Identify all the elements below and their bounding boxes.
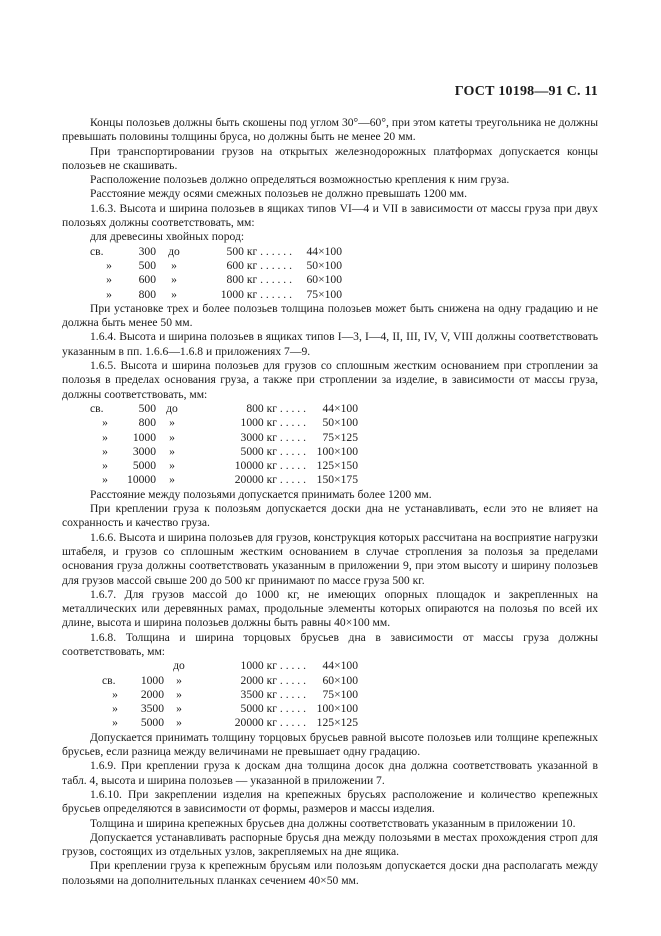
paragraph: 1.6.7. Для грузов массой до 1000 кг, не имеющих опорных площадок и закрепленных на металлических или деревянных рамах, продольные элементы которых опираются на полозья по всей их длине, высота и ширина полозьев должны быть равны 40×100 мм. <box>62 587 598 630</box>
table-row: св. 1000 » 2000 кг . . . . . 60×100 <box>102 673 358 687</box>
table-row: » 500 » 600 кг . . . . . . 50×100 <box>106 258 342 272</box>
table-row: св. 500 до 800 кг . . . . . 44×100 <box>90 401 358 415</box>
size-table-1 <box>90 245 342 302</box>
paragraph: Расстояние между осями смежных полозьев не должно превышать 1200 мм. <box>90 187 467 201</box>
table-row: » 600 » 800 кг . . . . . . 60×100 <box>106 273 342 287</box>
paragraph: Толщина и ширина крепежных брусьев дна должны соответствовать указанным в приложении 10. <box>90 816 576 830</box>
size-table-2 <box>90 402 358 488</box>
paragraph: При транспортировании грузов на открытых железнодорожных платформах допускается концы полозьев не скашивать. <box>62 144 598 172</box>
table-row: » 800 » 1000 кг . . . . . 50×100 <box>102 416 358 430</box>
paragraph: При креплении груза к крепежным брусьям или полозьям допускается доски дна располагать между полозьями на дополнительных планках сечением 40×50 мм. <box>62 859 598 887</box>
table-row: » 10000 » 20000 кг . . . . . 150×175 <box>102 473 358 487</box>
paragraph: 1.6.9. При креплении груза к доскам дна толщина досок дна должна соответствовать указанной в табл. 4, высота и ширина полозьев — указанной в приложении 7. <box>62 759 598 787</box>
paragraph: Расположение полозьев должно определяться возможностью крепления к ним груза. <box>90 173 510 187</box>
page-header: ГОСТ 10198—91 С. 11 <box>454 84 598 99</box>
table-row: до 1000 кг . . . . . 44×100 <box>173 659 358 673</box>
table-row: » 800 » 1000 кг . . . . . . 75×100 <box>106 287 342 301</box>
paragraph: 1.6.3. Высота и ширина полозьев в ящиках типов VI—4 и VII в зависимости от массы груза при двух полозьях должны соответствовать, мм: <box>62 201 598 230</box>
paragraph: Допускается устанавливать распорные брусья дна между полозьями в местах прохождения строп для грузов, состоящих из отдельных узлов, закрепляемых на дне ящика. <box>62 830 598 859</box>
paragraph: 1.6.8. Толщина и ширина торцовых брусьев дна в зависимости от массы груза должны соответствовать, мм: <box>62 630 598 658</box>
paragraph: для древесины хвойных пород: <box>90 230 245 244</box>
paragraph: Допускается принимать толщину торцовых брусьев равной высоте полозьев или толщине крепежных брусьев, если разница между величинами не превышает одну градацию. <box>62 730 598 759</box>
table-row: » 3500 » 5000 кг . . . . . 100×100 <box>112 702 358 716</box>
table-row: » 3000 » 5000 кг . . . . . 100×100 <box>102 444 358 458</box>
paragraph: 1.6.5. Высота и ширина полозьев для грузов со сплошным жестким основанием при строплении за полозья в пределах основания груза, а также при строплении за изделие, в зависимости от массы груза, должны соответствовать, мм: <box>62 359 598 401</box>
paragraph: Концы полозьев должны быть скошены под углом 30°—60°, при этом катеты треугольника не должны превышать половины толщины бруса, но должны быть не менее 20 мм. <box>62 116 598 144</box>
table-row: » 5000 » 20000 кг . . . . . 125×125 <box>112 716 358 730</box>
document-body <box>62 116 598 888</box>
table-row: » 2000 » 3500 кг . . . . . 75×100 <box>112 687 358 701</box>
table-row: св. 300 до 500 кг . . . . . . 44×100 <box>90 244 342 258</box>
table-row: » 1000 » 3000 кг . . . . . 75×125 <box>102 430 358 444</box>
size-table-3 <box>102 659 358 730</box>
paragraph: 1.6.10. При закреплении изделия на крепежных брусьях расположение и количество крепежных брусьев определяются в зависимости от формы, размеров и массы изделия. <box>62 787 598 816</box>
paragraph: 1.6.6. Высота и ширина полозьев для грузов, конструкция которых рассчитана на восприятие нагрузки штабеля, и грузов со сплошным жестким основанием в случае стропления за полозья за пределами основания груза должны соответствовать указанным в приложении 9, при этом высоту и ширину полозьев для грузов массой свыше 200 до 500 кг принимают по массе груза 500 кг. <box>62 530 598 587</box>
paragraph: При креплении груза к полозьям допускается доски дна не устанавливать, если это не влияет на сохранность и качество груза. <box>62 502 598 530</box>
paragraph: Расстояние между полозьями допускается принимать более 1200 мм. <box>90 487 432 501</box>
paragraph: 1.6.4. Высота и ширина полозьев в ящиках типов I—3, I—4, II, III, IV, V, VIII должны соответствовать указанным в пп. 1.6.6—1.6.8 и приложениях 7—9. <box>62 330 598 358</box>
table-row: » 5000 » 10000 кг . . . . . 125×150 <box>102 459 358 473</box>
paragraph: При установке трех и более полозьев толщина полозьев может быть снижена на одну градацию и не должна быть менее 50 мм. <box>62 301 598 330</box>
